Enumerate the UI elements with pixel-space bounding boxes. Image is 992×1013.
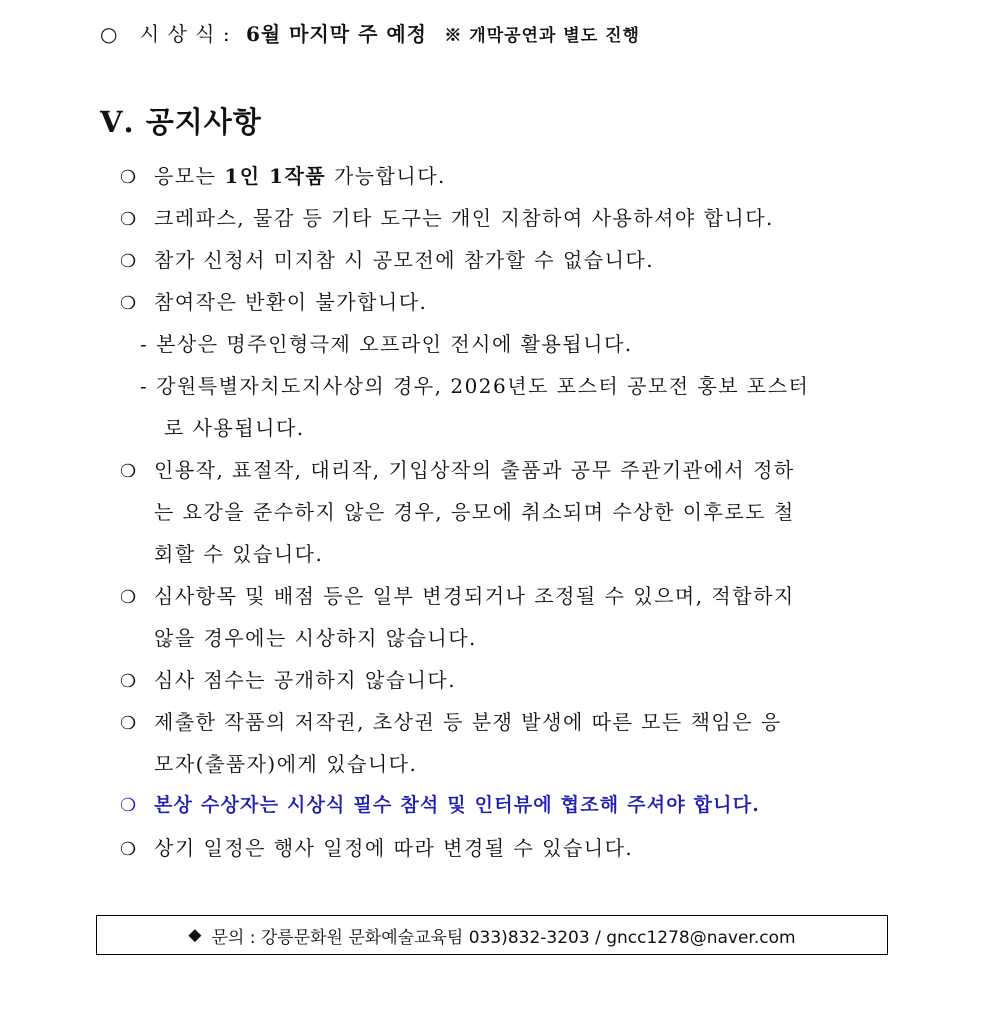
circle-bullet-icon: ○ (100, 22, 119, 46)
section-title: Ⅴ. 공지사항 (100, 105, 262, 139)
notice-8-line-2: 모자(출품자)에게 있습니다. (154, 752, 418, 776)
notice-item-8 (120, 706, 782, 735)
hollow-circle-bullet-icon: ❍ (120, 167, 138, 188)
notice-3-text: 참가 신청서 미지참 시 공모전에 참가할 수 없습니다. (154, 248, 655, 272)
notice-item-6 (120, 580, 795, 609)
notice-1-post: 가능합니다. (333, 164, 446, 188)
notice-item-1 (120, 160, 446, 189)
hollow-circle-bullet-icon: ❍ (120, 251, 138, 272)
diamond-bullet-icon: ◆ (188, 925, 202, 945)
notice-4-sub-2-line-1: - 강원특별자치도지사상의 경우, 2026년도 포스터 공모전 홍보 포스터 (140, 374, 810, 398)
notice-4-sub-2-line-2: 로 사용됩니다. (164, 416, 305, 440)
award-ceremony-line (100, 18, 640, 47)
notice-7-text: 심사 점수는 공개하지 않습니다. (154, 668, 457, 692)
contact-box (96, 915, 888, 955)
notice-10-text: 상기 일정은 행사 일정에 따라 변경될 수 있습니다. (154, 836, 634, 860)
hollow-circle-bullet-icon: ❍ (120, 587, 138, 608)
hollow-circle-bullet-icon: ❍ (120, 671, 138, 692)
notice-5-line-3: 회할 수 있습니다. (154, 542, 324, 566)
notice-5-line-1: 인용작, 표절작, 대리작, 기입상작의 출품과 공무 주관기관에서 정하 (154, 458, 795, 482)
notice-item-5 (120, 454, 795, 483)
hollow-circle-bullet-icon: ❍ (120, 839, 138, 860)
hollow-circle-bullet-icon: ❍ (120, 461, 138, 482)
hollow-circle-bullet-icon: ❍ (120, 293, 138, 314)
award-date: 6월 마지막 주 예정 (245, 22, 427, 46)
notice-2-text: 크레파스, 물감 등 기타 도구는 개인 지참하여 사용하셔야 합니다. (154, 206, 774, 230)
contact-text: 문의 : 강릉문화원 문화예술교육팀 033)832-3203 / gncc1278@naver.com (211, 927, 796, 948)
notice-item-9-highlighted (120, 790, 760, 817)
notice-8-line-1: 제출한 작품의 저작권, 초상권 등 분쟁 발생에 따른 모든 책임은 응 (154, 710, 782, 734)
notice-item-7 (120, 664, 456, 693)
notice-item-3 (120, 244, 654, 273)
hollow-circle-bullet-icon: ❍ (120, 795, 138, 816)
notice-item-10 (120, 832, 633, 861)
notice-6-line-1: 심사항목 및 배점 등은 일부 변경되거나 조정될 수 있으며, 적합하지 (154, 584, 795, 608)
award-note: ※ 개막공연과 별도 진행 (444, 26, 640, 46)
notice-item-4 (120, 286, 427, 315)
notice-item-2 (120, 202, 774, 231)
hollow-circle-bullet-icon: ❍ (120, 209, 138, 230)
notice-4-sub-1: - 본상은 명주인형극제 오프라인 전시에 활용됩니다. (140, 332, 633, 356)
notice-4-text: 참여작은 반환이 불가합니다. (154, 290, 428, 314)
hollow-circle-bullet-icon: ❍ (120, 713, 138, 734)
notice-1-bold: 1인 1작품 (224, 164, 327, 188)
notice-5-line-2: 는 요강을 준수하지 않은 경우, 응모에 취소되며 수상한 이후로도 철 (154, 500, 795, 524)
notice-9-text: 본상 수상자는 시상식 필수 참석 및 인터뷰에 협조해 주셔야 합니다. (154, 794, 761, 816)
award-label: 시 상 식 : (139, 22, 231, 46)
notice-6-line-2: 않을 경우에는 시상하지 않습니다. (154, 626, 477, 650)
notice-1-pre: 응모는 (154, 164, 217, 188)
